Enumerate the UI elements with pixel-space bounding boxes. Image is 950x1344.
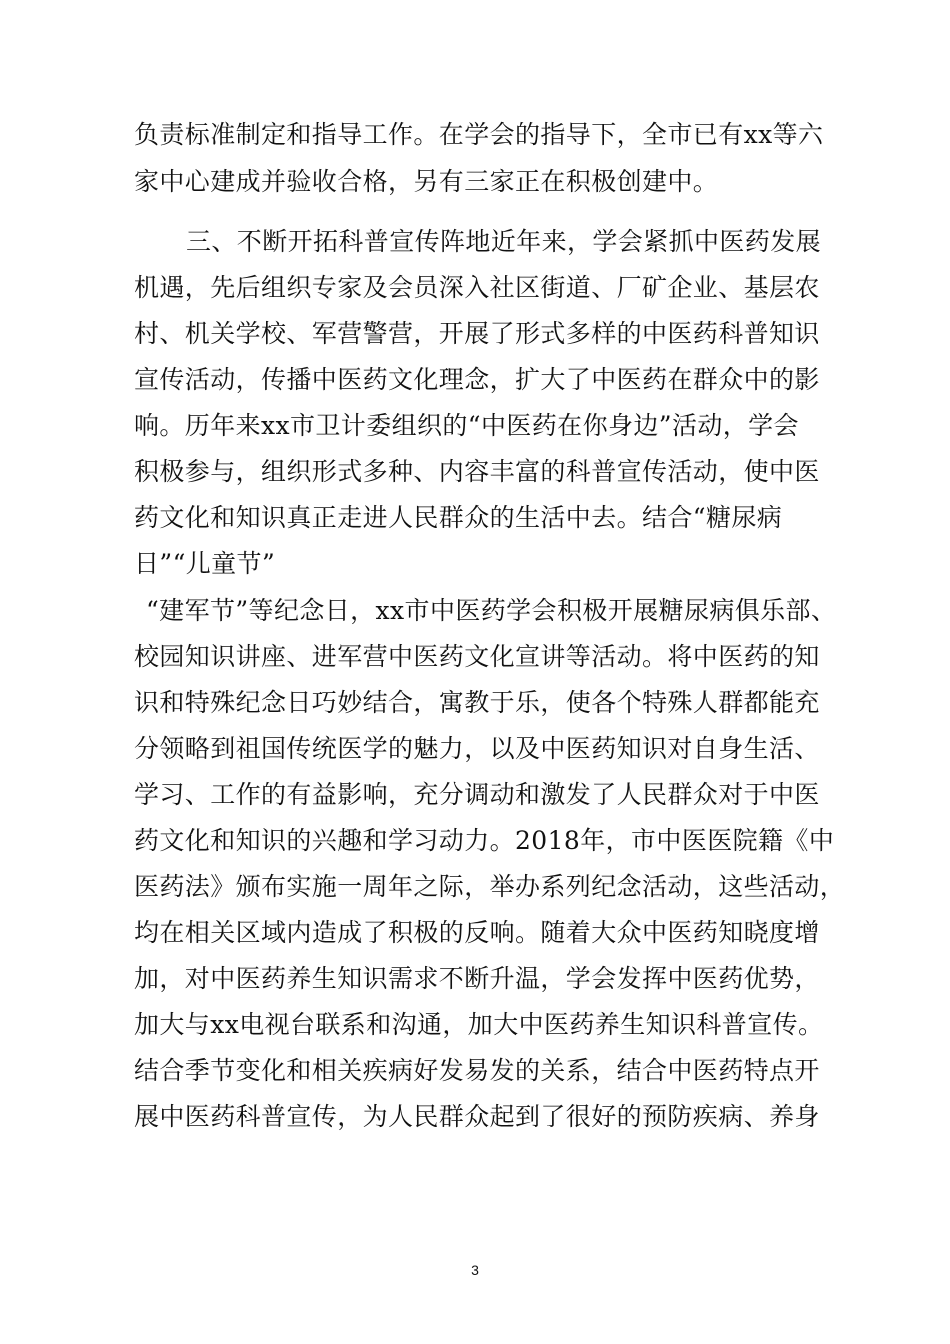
text-line: 加，对中医药养生知识需求不断升温，学会发挥中医药优势， bbox=[134, 964, 820, 993]
text-line: 村、机关学校、军营警营，开展了形式多样的中医药科普知识 bbox=[134, 319, 820, 348]
text-line: “建军节”等纪念日，xx市中医药学会积极开展糖尿病俱乐部、 bbox=[146, 596, 837, 625]
text-line: 负责标准制定和指导工作。在学会的指导下，全市已有xx等六 bbox=[134, 120, 824, 149]
text-line: 积极参与，组织形式多种、内容丰富的科普宣传活动，使中医 bbox=[134, 457, 820, 486]
page-number: 3 bbox=[471, 1262, 479, 1278]
text-line: 响。历年来xx市卫计委组织的“中医药在你身边”活动，学会 bbox=[134, 411, 799, 440]
text-line: 学习、工作的有益影响，充分调动和激发了人民群众对于中医 bbox=[134, 780, 820, 809]
text-line: 均在相关区域内造成了积极的反响。随着大众中医药知晓度增 bbox=[134, 918, 820, 947]
text-line: 结合季节变化和相关疾病好发易发的关系，结合中医药特点开 bbox=[134, 1056, 820, 1085]
text-line: 日”“儿童节” bbox=[134, 549, 276, 578]
text-line: 医药法》颁布实施一周年之际，举办系列纪念活动，这些活动， bbox=[134, 872, 846, 901]
text-line: 分领略到祖国传统医学的魅力，以及中医药知识对自身生活、 bbox=[134, 734, 820, 763]
text-line: 家中心建成并验收合格，另有三家正在积极创建中。 bbox=[134, 167, 719, 196]
paragraph-start-line: 三、不断开拓科普宣传阵地近年来，学会紧抓中医药发展 bbox=[186, 227, 822, 256]
text-line: 宣传活动，传播中医药文化理念，扩大了中医药在群众中的影 bbox=[134, 365, 820, 394]
text-line: 加大与xx电视台联系和沟通，加大中医药养生知识科普宣传。 bbox=[134, 1010, 824, 1039]
text-line: 识和特殊纪念日巧妙结合，寓教于乐，使各个特殊人群都能充 bbox=[134, 688, 820, 717]
text-line: 药文化和知识真正走进人民群众的生活中去。结合“糖尿病 bbox=[134, 503, 783, 532]
text-line: 机遇，先后组织专家及会员深入社区街道、厂矿企业、基层农 bbox=[134, 273, 820, 302]
text-line: 药文化和知识的兴趣和学习动力。2018年，市中医医院籍《中 bbox=[134, 826, 835, 855]
text-line: 校园知识讲座、进军营中医药文化宣讲等活动。将中医药的知 bbox=[134, 642, 820, 671]
text-line: 展中医药科普宣传，为人民群众起到了很好的预防疾病、养身 bbox=[134, 1102, 820, 1131]
